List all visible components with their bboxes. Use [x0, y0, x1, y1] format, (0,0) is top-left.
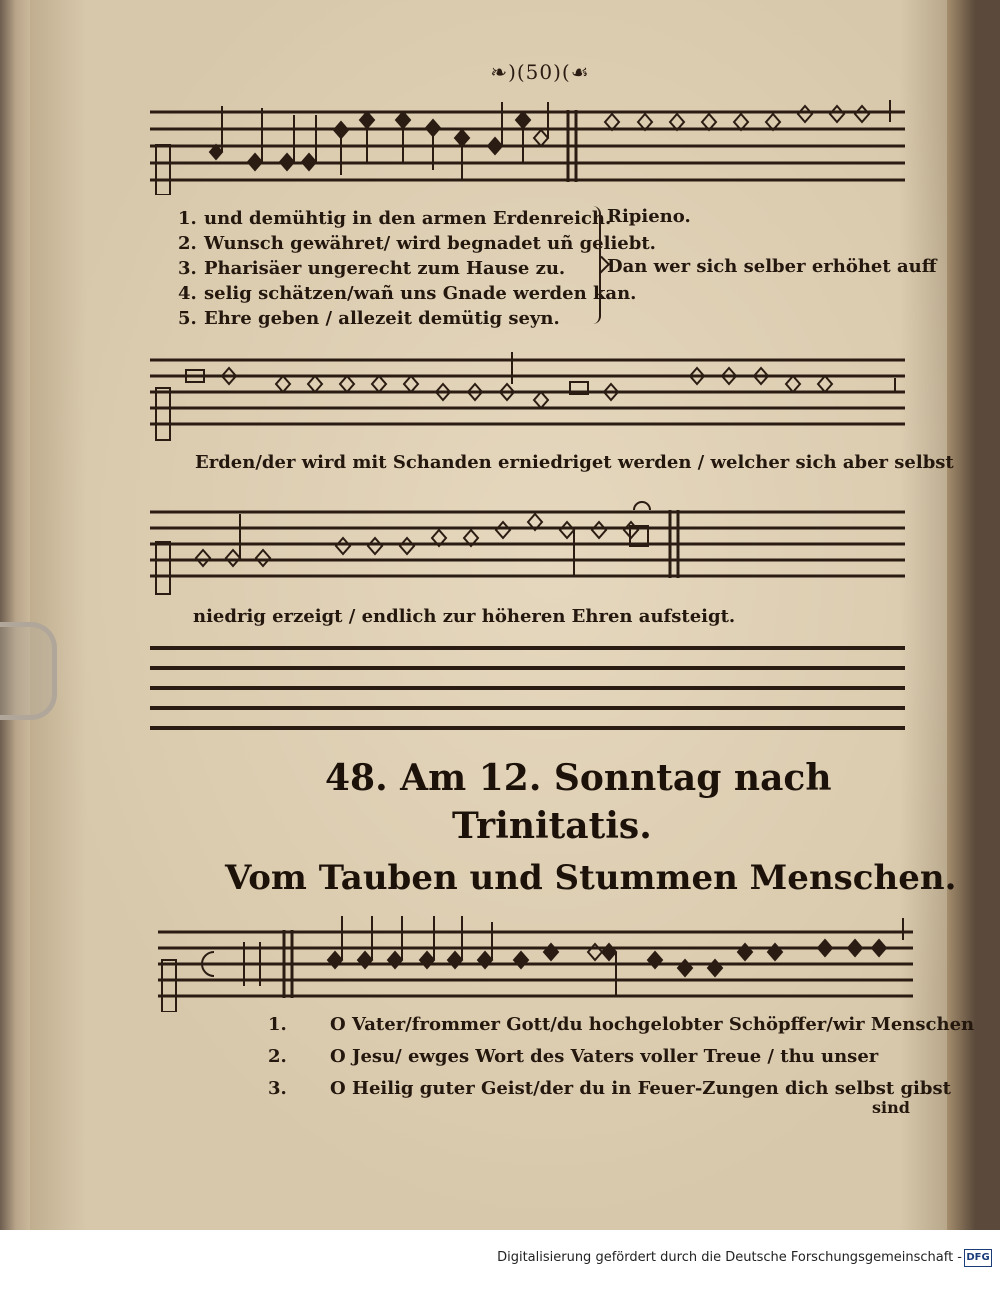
verse-line	[178, 208, 611, 229]
verse-line	[268, 1078, 951, 1099]
verse-number: 1.	[268, 1014, 287, 1035]
page-gutter-shadow	[947, 0, 975, 1230]
page-number: ❧)(50)(☙	[490, 60, 590, 84]
verse-number: 2.	[268, 1046, 287, 1067]
section-subheading: Vom Tauben und Stummen Menschen.	[225, 858, 957, 898]
verse-text: selig schätzen/wañ uns Gnade werden kan.	[204, 283, 637, 304]
footer-credit: Digitalisierung gefördert durch die Deutsche Forschungsgemeinschaft -	[497, 1250, 962, 1265]
music-staff-4	[158, 912, 913, 1012]
ripieno-text: Dan wer sich selber erhöhet auff	[607, 256, 937, 277]
trailing-word: sind	[872, 1098, 910, 1117]
verse-line	[178, 283, 636, 304]
footer-bar	[0, 1230, 1000, 1297]
verse-text: und demühtig in den armen Erdenreich.	[204, 208, 612, 229]
verse-text: Ehre geben / allezeit demütig seyn.	[204, 308, 560, 329]
lyric-line: niedrig erzeigt / endlich zur höheren Ehren aufsteigt.	[193, 606, 736, 627]
book-clasp	[0, 622, 57, 720]
verse-line	[268, 1014, 974, 1035]
verse-number: 3.	[178, 258, 197, 279]
verse-line	[178, 308, 560, 329]
verse-text: O Heilig guter Geist/der du in Feuer-Zungen dich selbst gibst	[330, 1078, 951, 1099]
lyric-line: Erden/der wird mit Schanden erniedriget werden / welcher sich aber selbst	[195, 452, 954, 473]
dfg-logo-icon: DFG	[964, 1249, 992, 1267]
section-heading: Trinitatis.	[452, 805, 652, 847]
empty-staff	[150, 642, 905, 734]
verse-number: 2.	[178, 233, 197, 254]
verse-number: 5.	[178, 308, 197, 329]
verse-text: O Vater/frommer Gott/du hochgelobter Schöpffer/wir Menschen	[330, 1014, 975, 1035]
verse-text: Pharisäer ungerecht zum Hause zu.	[204, 258, 566, 279]
verse-text: O Jesu/ ewges Wort des Vaters voller Treue / thu unser	[330, 1046, 879, 1067]
verse-text: Wunsch gewähret/ wird begnadet uñ geliebt.	[204, 233, 656, 254]
verse-line	[268, 1046, 878, 1067]
verse-line	[178, 258, 565, 279]
verse-number: 4.	[178, 283, 197, 304]
ripieno-label: Ripieno.	[607, 206, 691, 227]
music-staff-3	[150, 500, 905, 600]
verse-number: 3.	[268, 1078, 287, 1099]
music-staff-1	[150, 100, 905, 195]
verse-number: 1.	[178, 208, 197, 229]
music-staff-2	[150, 352, 905, 444]
section-heading: 48. Am 12. Sonntag nach	[325, 757, 832, 799]
